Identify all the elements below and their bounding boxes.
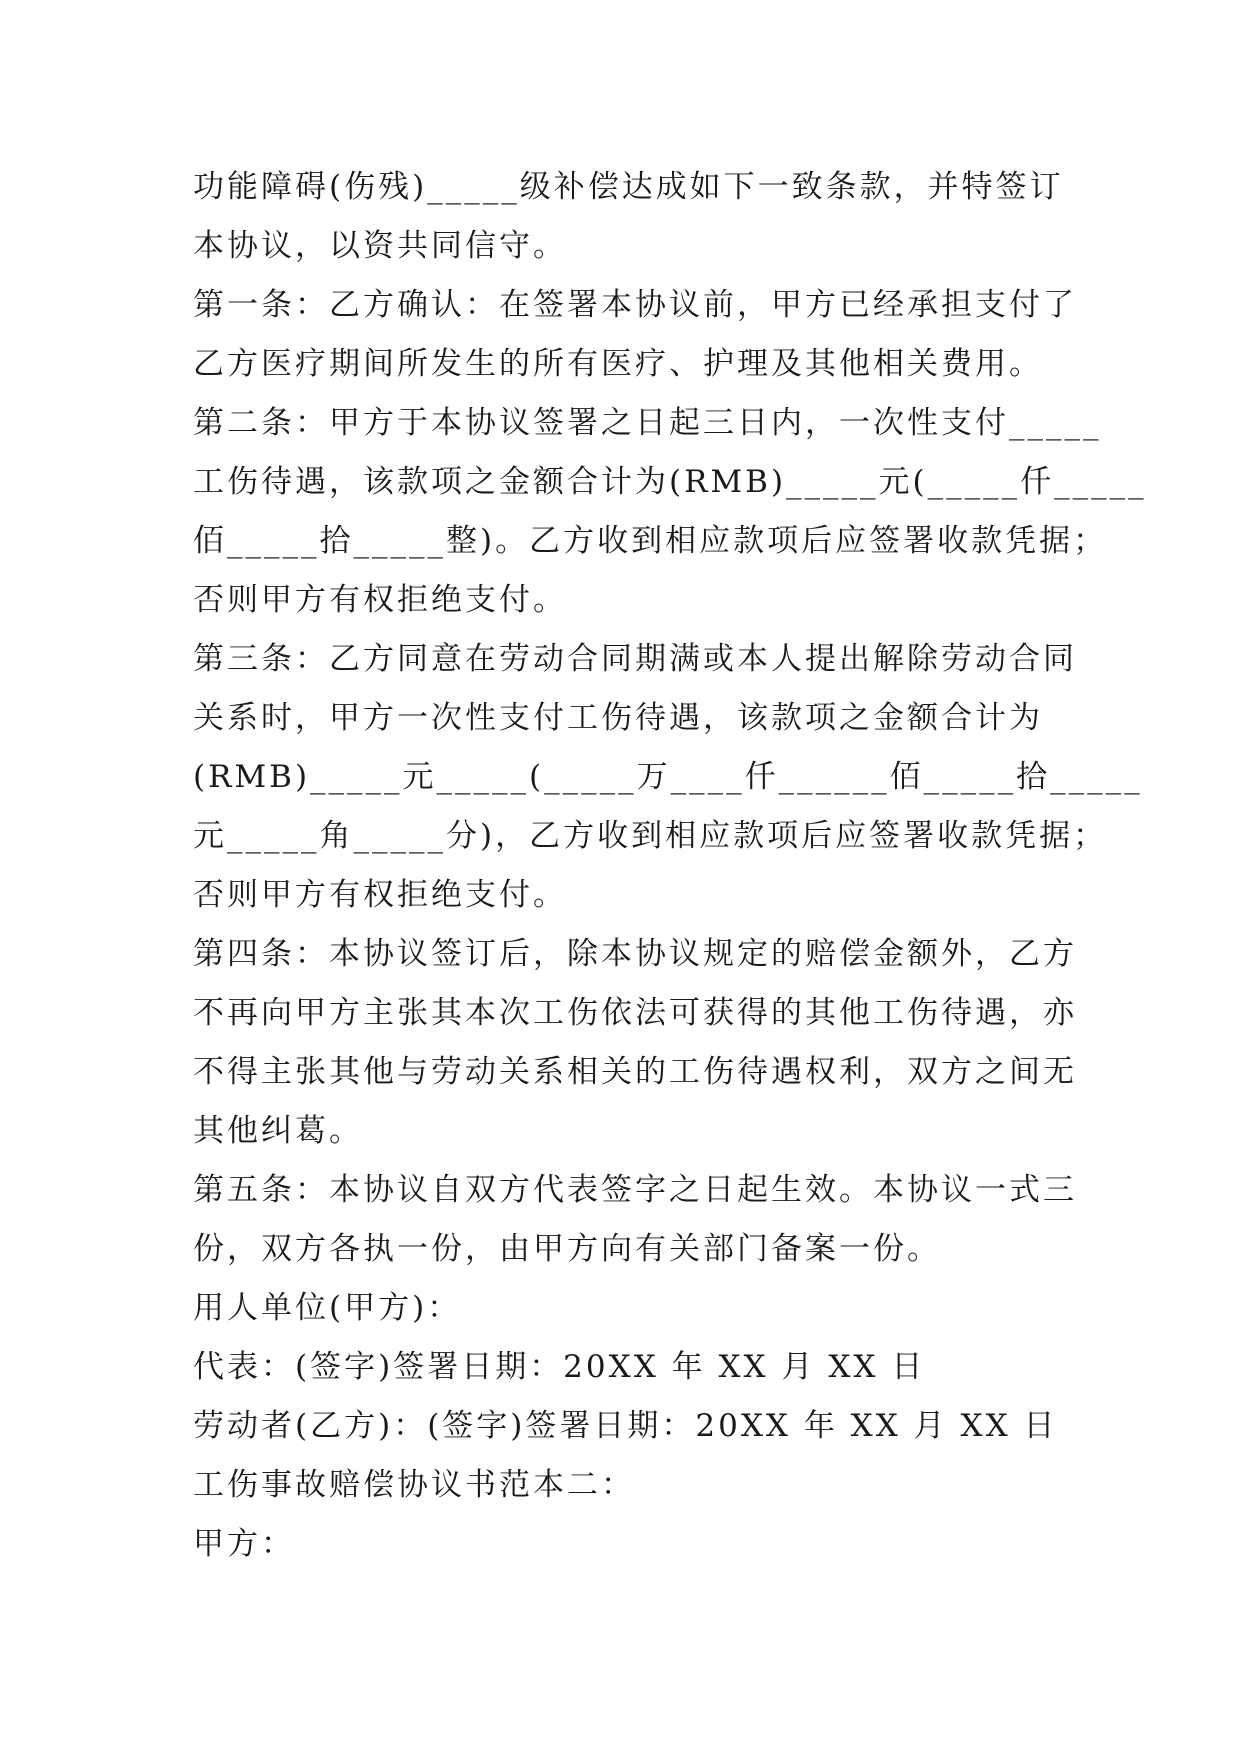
text-line: 劳动者(乙方)：(签字)签署日期：20XX 年 XX 月 XX 日	[193, 1408, 1058, 1444]
text-line: 工伤事故赔偿协议书范本二：	[193, 1467, 635, 1503]
text-line: 第五条：本协议自双方代表签字之日起生效。本协议一式三	[193, 1172, 1077, 1208]
text-line: (RMB)_____元_____(_____万____仟______佰_____拾_____	[193, 759, 1143, 795]
text-line: 不得主张其他与劳动关系相关的工伤待遇权利，双方之间无	[193, 1054, 1077, 1090]
text-line: 工伤待遇，该款项之金额合计为(RMB)_____元(_____仟_____	[193, 464, 1147, 500]
text-line: 元_____角_____分)，乙方收到相应款项后应签署收款凭据；	[193, 818, 1108, 854]
text-line: 其他纠葛。	[193, 1113, 363, 1149]
text-line: 关系时，甲方一次性支付工伤待遇，该款项之金额合计为	[193, 700, 1043, 736]
text-line: 不再向甲方主张其本次工伤依法可获得的其他工伤待遇，亦	[193, 995, 1077, 1031]
text-line: 第三条：乙方同意在劳动合同期满或本人提出解除劳动合同	[193, 641, 1077, 677]
text-line: 第二条：甲方于本协议签署之日起三日内，一次性支付_____	[193, 405, 1102, 441]
text-line: 乙方医疗期间所发生的所有医疗、护理及其他相关费用。	[193, 346, 1043, 382]
text-line: 本协议，以资共同信守。	[193, 228, 567, 264]
text-line: 代表：(签字)签署日期：20XX 年 XX 月 XX 日	[193, 1349, 926, 1385]
text-line: 第一条：乙方确认：在签署本协议前，甲方已经承担支付了	[193, 287, 1077, 323]
text-line: 佰_____拾_____整)。乙方收到相应款项后应签署收款凭据；	[193, 523, 1108, 559]
document-body	[193, 158, 1147, 1574]
text-line: 否则甲方有权拒绝支付。	[193, 582, 567, 618]
text-line: 否则甲方有权拒绝支付。	[193, 877, 567, 913]
text-line: 份，双方各执一份，由甲方向有关部门备案一份。	[193, 1231, 941, 1267]
text-line: 甲方：	[193, 1526, 295, 1562]
text-line: 功能障碍(伤残)_____级补偿达成如下一致条款，并特签订	[193, 169, 1064, 205]
text-line: 第四条：本协议签订后，除本协议规定的赔偿金额外，乙方	[193, 936, 1077, 972]
text-line: 用人单位(甲方)：	[193, 1290, 462, 1326]
